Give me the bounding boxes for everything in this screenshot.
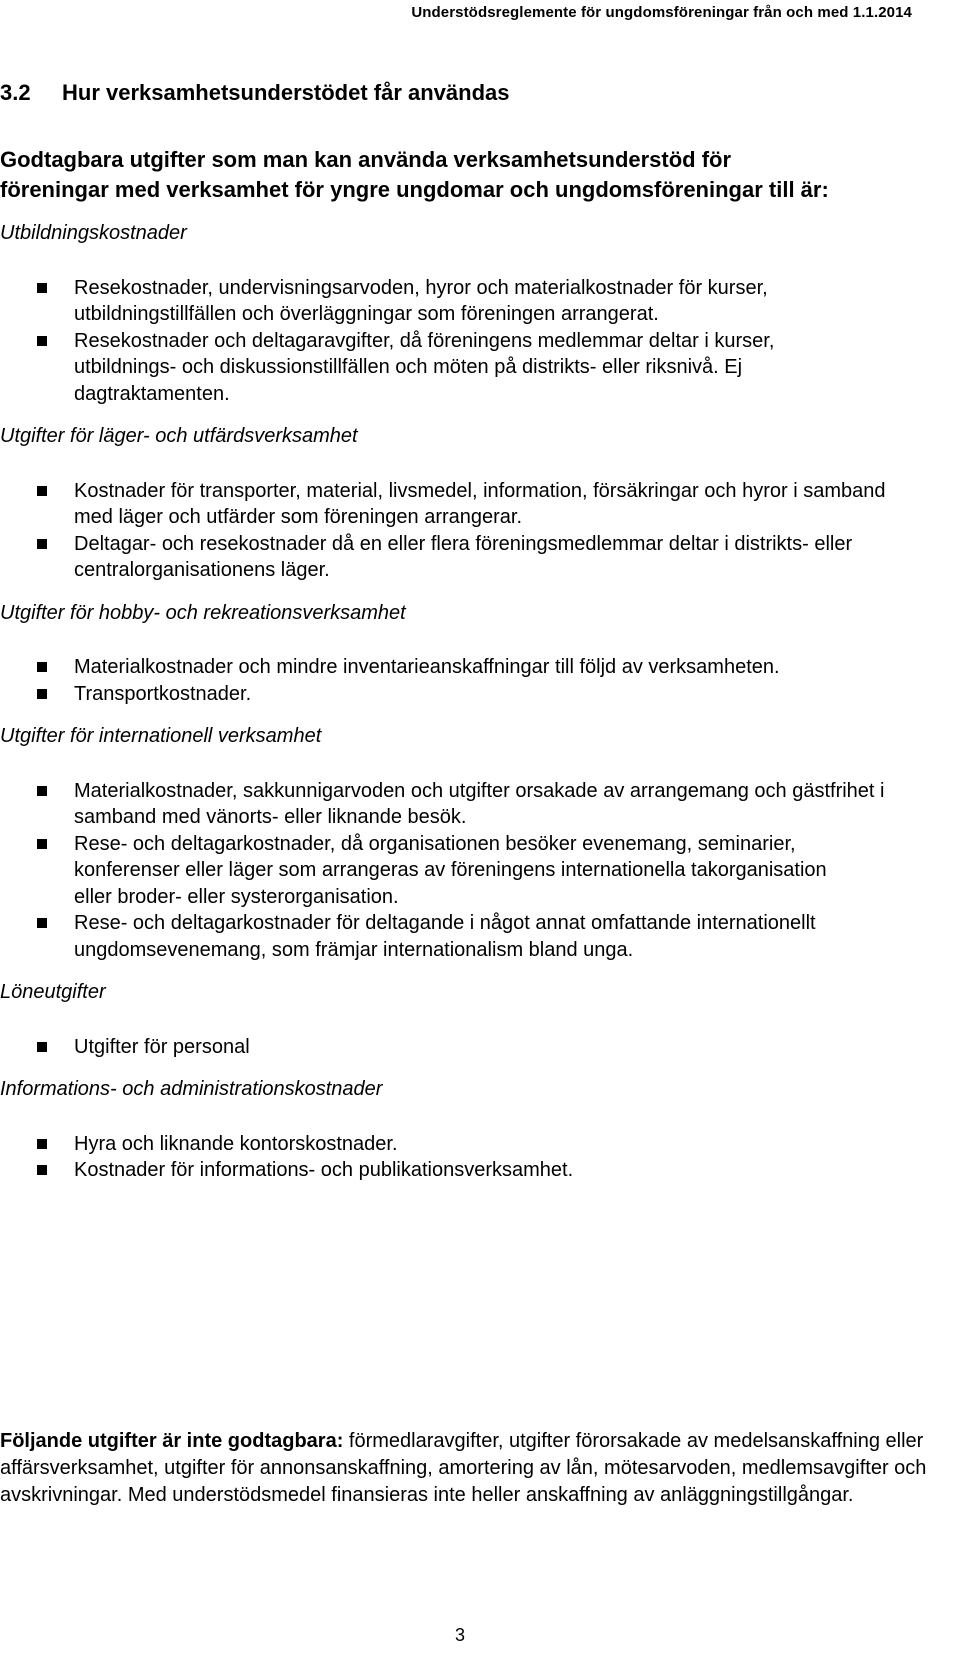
square-bullet-icon — [37, 283, 47, 293]
list-item-text: Utgifter för personal — [74, 1035, 250, 1058]
list-item — [0, 778, 910, 831]
list-item — [0, 910, 930, 963]
bullet-list — [0, 1131, 960, 1184]
intro-line: Godtagbara utgifter som man kan använda verksamhetsunderstöd för — [0, 147, 732, 172]
list-item-text: Kostnader för transporter, material, livsmedel, information, försäkringar och hyror i samband med läger och utfärder som föreningen arrangerar. — [74, 479, 886, 528]
section-title — [0, 80, 510, 106]
square-bullet-icon — [37, 1165, 47, 1175]
category-heading: Utgifter för internationell verksamhet — [0, 725, 322, 747]
square-bullet-icon — [37, 1042, 47, 1052]
bullet-list — [0, 1034, 960, 1061]
section-number: 3.2 — [0, 80, 31, 105]
category-heading: Utgifter för läger- och utfärdsverksamhet — [0, 425, 358, 447]
bullet-list — [0, 654, 960, 707]
list-item-text: Rese- och deltagarkostnader, då organisationen besöker evenemang, seminarier, konferenser eller läger som arrangeras av föreningens internationella takorganisation eller broder- eller systerorganisation. — [74, 832, 827, 908]
list-item-text: Kostnader för informations- och publikationsverksamhet. — [74, 1159, 574, 1181]
list-item-text: Rese- och deltagarkostnader för deltagande i något annat omfattande internationellt ungdomsevenemang, som främjar internationalism bland unga. — [74, 912, 816, 961]
note-text: förmedlaravgifter, utgifter förorsakade av medelsanskaffning eller affärsverksamhet, utgifter för annonsanskaffning, amortering av lån, mötesarvoden, medlemsavgifter och avskrivningar. Med understödsmedel finansieras inte heller anskaffning av anläggningstillgångar. — [0, 1430, 927, 1506]
category-heading: Löneutgifter — [0, 981, 106, 1003]
list-item — [0, 1131, 910, 1158]
categories — [0, 220, 960, 1184]
square-bullet-icon — [37, 662, 47, 672]
list-item-text: Hyra och liknande kontorskostnader. — [74, 1132, 398, 1155]
category-heading: Utgifter för hobby- och rekreationsverksamhet — [0, 601, 406, 624]
list-item — [0, 328, 854, 408]
category-heading: Utbildningskostnader — [0, 222, 187, 244]
running-header: Understödsreglemente för ungdomsföreningar från och med 1.1.2014 — [411, 4, 912, 21]
list-item-text: Resekostnader, undervisningsarvoden, hyror och materialkostnader för kurser, utbildningstillfällen och överläggningar som föreningen arrangerat. — [74, 276, 768, 325]
square-bullet-icon — [37, 336, 47, 346]
list-item-text: Materialkostnader, sakkunnigarvoden och utgifter orsakade av arrangemang och gästfrihet i samband med vänorts- eller liknande besök. — [74, 779, 885, 828]
square-bullet-icon — [37, 539, 47, 549]
list-item — [0, 831, 844, 911]
square-bullet-icon — [37, 839, 47, 849]
list-item — [0, 478, 910, 531]
list-item-text: Resekostnader och deltagaravgifter, då föreningens medlemmar deltar i kurser, utbildnings- och diskussionstillfällen och möten på distrikts- eller riksnivå. Ej dagtraktamenten. — [74, 329, 775, 405]
category-salaries — [0, 979, 960, 1060]
page-number: 3 — [455, 1625, 466, 1645]
list-item — [0, 681, 910, 708]
list-item — [0, 1157, 910, 1184]
list-item-text: Materialkostnader och mindre inventarieanskaffningar till följd av verksamheten. — [74, 656, 780, 678]
list-item — [0, 275, 910, 328]
category-international — [0, 723, 960, 963]
list-item-text: Transportkostnader. — [74, 682, 252, 705]
square-bullet-icon — [37, 918, 47, 928]
not-eligible-note — [0, 1428, 930, 1509]
section-title-text: Hur verksamhetsunderstödet får användas — [62, 80, 510, 105]
category-heading: Informations- och administrationskostnader — [0, 1078, 383, 1100]
list-item-text: Deltagar- och resekostnader då en eller flera föreningsmedlemmar deltar i distrikts- eller centralorganisationens läger. — [74, 532, 853, 581]
category-training — [0, 220, 960, 407]
note-lead: Följande utgifter är inte godtagbara: — [0, 1430, 344, 1452]
category-administration — [0, 1076, 960, 1184]
square-bullet-icon — [37, 486, 47, 496]
square-bullet-icon — [37, 1139, 47, 1149]
bullet-list — [0, 778, 960, 964]
intro-paragraph — [0, 145, 829, 205]
category-hobby — [0, 600, 960, 708]
square-bullet-icon — [37, 689, 47, 699]
intro-line: föreningar med verksamhet för yngre ungdomar och ungdomsföreningar till är: — [0, 177, 829, 202]
square-bullet-icon — [37, 786, 47, 796]
category-camps — [0, 423, 960, 584]
bullet-list — [0, 478, 960, 584]
bullet-list — [0, 275, 960, 408]
list-item — [0, 531, 910, 584]
list-item — [0, 1034, 910, 1061]
list-item — [0, 654, 814, 681]
